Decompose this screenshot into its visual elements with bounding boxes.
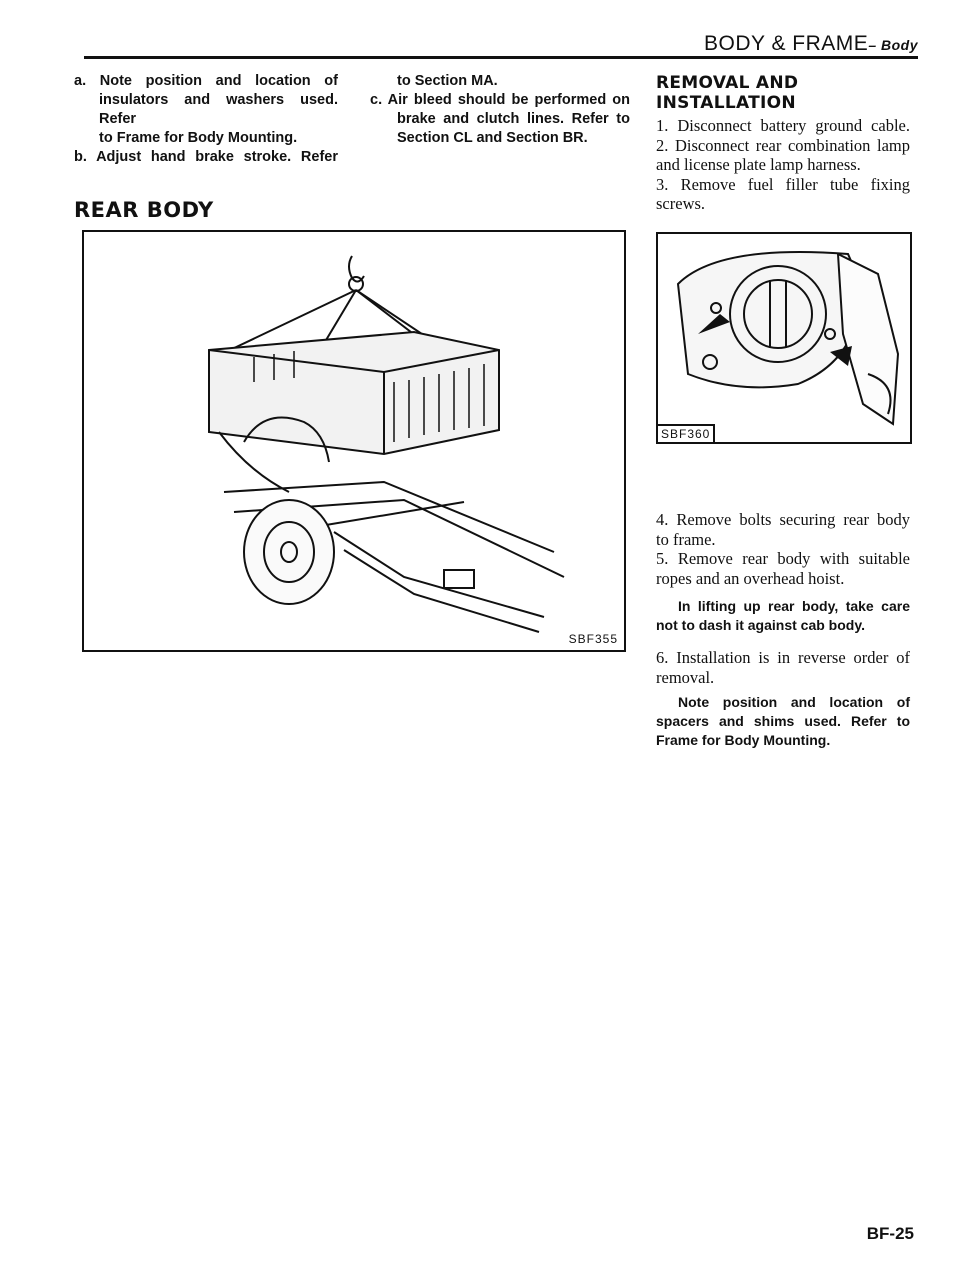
spacer-note-line: Frame for Body Mounting. — [656, 732, 831, 748]
page-number: BF-25 — [866, 1224, 914, 1243]
note-a-line: to Frame for Body Mounting. — [99, 130, 298, 146]
note-c-line: c. Air bleed should be performed on — [370, 92, 630, 108]
step-line: and license plate lamp harness. — [656, 155, 861, 174]
step-line: to frame. — [656, 529, 716, 549]
page-header — [704, 32, 918, 56]
figure-label: SBF355 — [568, 632, 618, 646]
truck-bed-hoist-illustration-icon — [84, 232, 624, 650]
caution-note — [656, 597, 910, 635]
step-line: 5. Remove rear body with suitable — [656, 549, 910, 568]
step-line: 3. Remove fuel filler tube fixing — [656, 174, 910, 194]
note-c-line: to Section MA. — [397, 73, 498, 89]
note-c-line: brake and clutch lines. Refer to — [397, 111, 630, 127]
spacer-note — [656, 693, 910, 750]
section-title-rear-body: REAR BODY — [74, 198, 214, 222]
step-line: ropes and an overhead hoist. — [656, 568, 845, 588]
note-a-line: a. Note position and location of — [74, 73, 338, 89]
step-line: removal. — [656, 667, 715, 687]
header-rule — [84, 56, 918, 59]
section-heading-line: REMOVAL AND — [656, 73, 799, 93]
figure-label: SBF360 — [658, 424, 715, 442]
caution-line: In lifting up rear body, take care — [678, 598, 910, 614]
steps-top — [656, 116, 910, 214]
header-title: BODY & FRAME — [704, 32, 869, 55]
header-subtitle: – Body — [868, 37, 918, 53]
section-heading-line: INSTALLATION — [656, 93, 796, 113]
steps-bottom — [656, 510, 910, 588]
step-line: 2. Disconnect rear combination lamp — [656, 135, 910, 155]
spacer-note-line: spacers and shims used. Refer to — [656, 713, 910, 729]
fuel-filler-lid-illustration-icon — [658, 234, 910, 442]
section-heading-removal — [656, 73, 798, 113]
figure-rear-body — [82, 230, 626, 652]
step-line: 4. Remove bolts securing rear body — [656, 510, 910, 529]
note-c-line: Section CL and Section BR. — [397, 130, 588, 146]
figure-fuel-filler — [656, 232, 912, 444]
note-a-line: insulators and washers used. Refer — [99, 92, 338, 127]
note-b: b. Adjust hand brake stroke. Refer — [74, 149, 338, 165]
spacer-note-line: Note position and location of — [678, 694, 910, 710]
step-line: screws. — [656, 194, 706, 213]
step-line: 6. Installation is in reverse order of — [656, 648, 910, 667]
note-c — [370, 72, 630, 148]
step-line: 1. Disconnect battery ground cable. — [656, 116, 910, 135]
caution-line: not to dash it against cab body. — [656, 617, 865, 633]
step-6 — [656, 648, 910, 687]
note-a — [74, 72, 338, 167]
